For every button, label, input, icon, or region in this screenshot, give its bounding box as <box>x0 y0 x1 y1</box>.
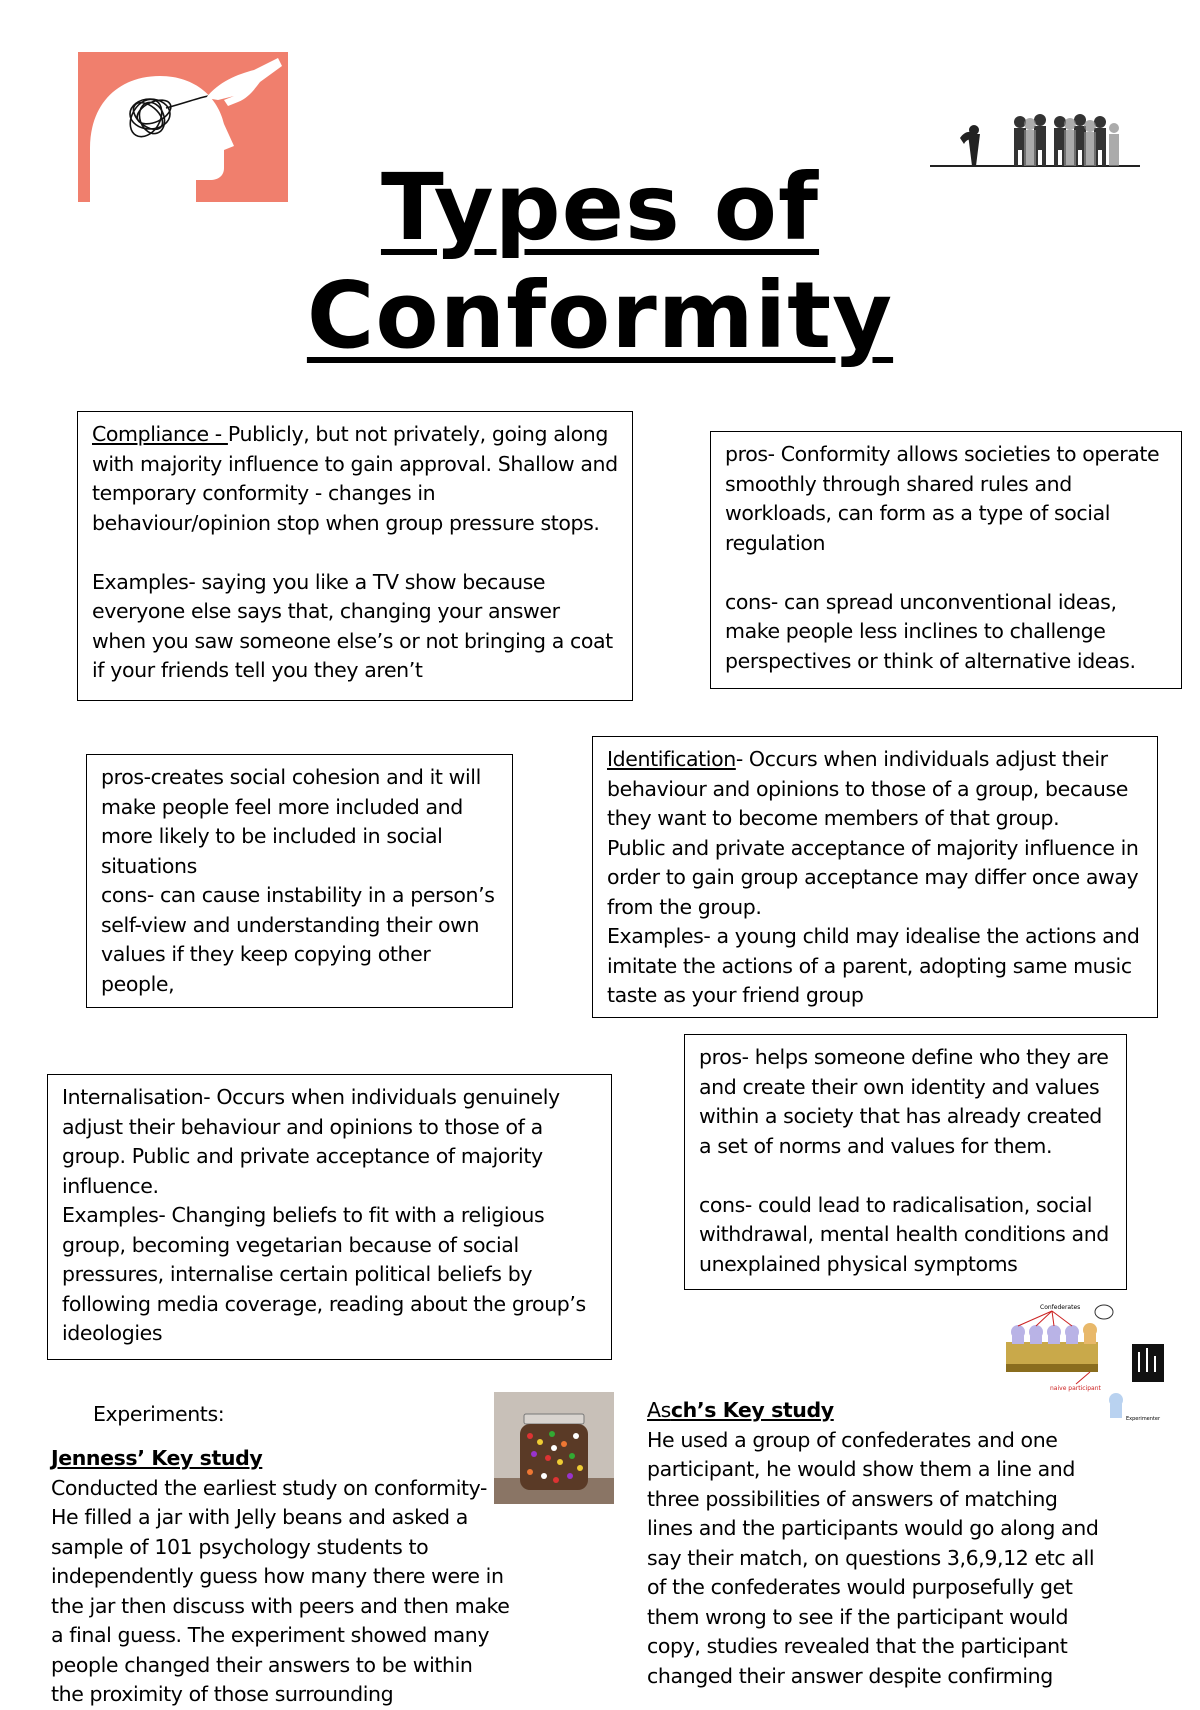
experiments-heading: Experiments: <box>93 1402 225 1426</box>
jelly-bean-jar-photo <box>494 1392 614 1504</box>
page-title-line-1: Types of <box>380 154 820 261</box>
internalisation-pros-cons-box <box>684 1034 1127 1290</box>
internalisation-box <box>47 1074 612 1360</box>
identification-acceptance: Public and private acceptance of majority influence in order to gain group acceptance may differ once away from the group. <box>607 835 1139 919</box>
crowd-silhouette-illustration <box>930 104 1140 170</box>
confederates-label: Confederates <box>1040 1304 1081 1311</box>
compliance-examples: Examples- saying you like a TV show because everyone else says that, changing your answer when you saw someone else’s or not bringing a coat if your friends tell you they aren’t <box>92 569 613 682</box>
identification-box <box>592 736 1158 1018</box>
internalisation-examples: Examples- Changing beliefs to fit with a religious group, becoming vegetarian because of social pressures, internalise certain political beliefs by following media coverage, reading about the group’s ideologies <box>62 1203 586 1345</box>
compliance-pros-cons-box <box>710 431 1182 689</box>
compliance-pros: pros- Conformity allows societies to operate smoothly through shared rules and workloads, can form as a type of social regulation <box>725 442 1160 555</box>
jar-icon <box>494 1392 614 1504</box>
asch-study-title: Asch’s Key study <box>647 1398 834 1422</box>
asch-study <box>647 1396 1107 1691</box>
compliance-definition: Compliance - Publicly, but not privately, going along with majority influence to gain approval. Shallow and temporary conformity - changes in behaviour/opinion stop when group pressure stops. <box>92 422 618 535</box>
identification-pros: pros-creates social cohesion and it will make people feel more included and more likely to be included in social situations <box>101 765 481 878</box>
internalisation-cons: cons- could lead to radicalisation, social withdrawal, mental health conditions and unexplained physical symptoms <box>699 1192 1109 1276</box>
internalisation-definition: Internalisation- Occurs when individuals genuinely adjust their behaviour and opinions to those of a group. Public and private acceptance of majority influence. <box>62 1085 560 1198</box>
identification-examples: Examples- a young child may idealise the actions and imitate the actions of a parent, adopting same music taste as your friend group <box>607 924 1140 1007</box>
crowd-icon <box>930 104 1140 170</box>
asch-study-body: He used a group of confederates and one participant, he would show them a line and three possibilities of answers of matching lines and the participants would go along and say their match, on questions 3,6,9,12 etc all of the confederates would purposefully get them wrong to see if the participant would copy, studies revealed that the participant changed their answer despite confirming <box>647 1427 1099 1688</box>
identification-label: Identification <box>607 747 736 771</box>
experimenter-label: Experimenter <box>1126 1416 1161 1422</box>
internalisation-pros: pros- helps someone define who they are and create their own identity and values within a society that has already created a set of norms and values for them. <box>699 1045 1109 1158</box>
jenness-study-body: Conducted the earliest study on conformity- He filled a jar with Jelly beans and asked a sample of 101 psychology students to independently guess how many there were in the jar then discuss with peers and then make a final guess. The experiment showed many people changed their answers to be within the proximity of those surrounding <box>51 1475 510 1706</box>
compliance-label: Compliance - <box>92 422 228 446</box>
identification-pros-cons-box <box>86 754 513 1008</box>
identification-definition: Identification- Occurs when individuals adjust their behaviour and opinions to those of a group, because they want to become members of that group. <box>607 747 1128 830</box>
participant-label: naive participant <box>1050 1385 1101 1392</box>
compliance-box <box>77 411 633 701</box>
identification-cons: cons- can cause instability in a person’s self-view and understanding their own values if they keep copying other people, <box>101 883 495 996</box>
jenness-study-title: Jenness’ Key study <box>51 1446 263 1470</box>
compliance-cons: cons- can spread unconventional ideas, make people less inclines to challenge perspectives or think of alternative ideas. <box>725 589 1136 673</box>
page-title-line-2: Conformity <box>306 262 894 369</box>
jenness-study <box>51 1444 511 1710</box>
